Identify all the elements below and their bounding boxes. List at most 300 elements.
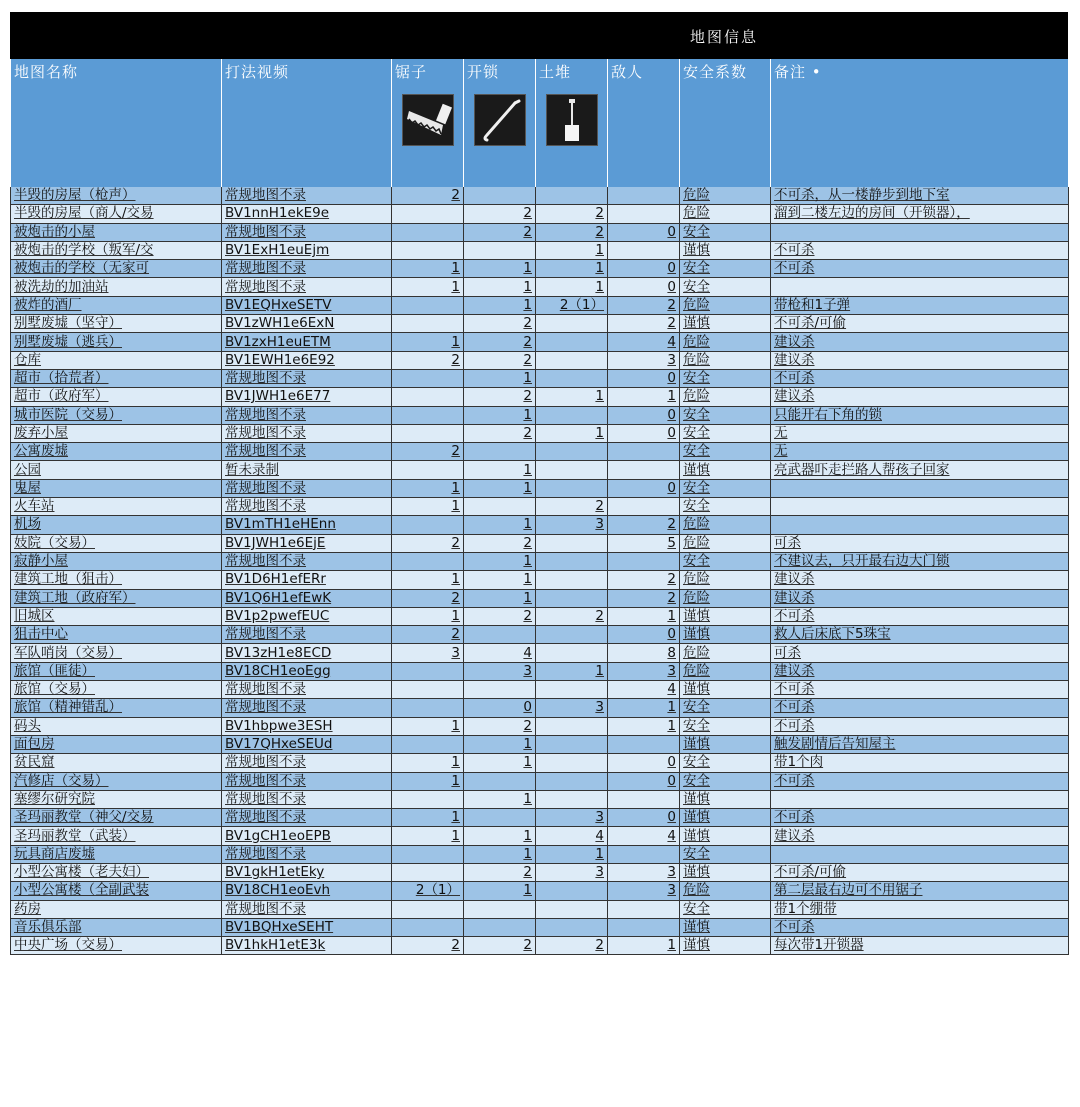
cell-saw[interactable] xyxy=(392,845,464,863)
cell-notes[interactable]: 亮武器吓走拦路人帮孩子回家 xyxy=(771,461,1069,479)
cell-unlock[interactable] xyxy=(464,809,536,827)
cell-notes[interactable]: 不可杀 xyxy=(771,918,1069,936)
cell-map-name[interactable]: 建筑工地（狙击） xyxy=(11,571,222,589)
cell-saw[interactable] xyxy=(392,369,464,387)
cell-safety[interactable]: 谨慎 xyxy=(680,809,771,827)
cell-safety[interactable]: 危险 xyxy=(680,589,771,607)
cell-dirt[interactable] xyxy=(536,754,608,772)
cell-safety[interactable]: 危险 xyxy=(680,296,771,314)
cell-video[interactable]: 常规地图不录 xyxy=(222,845,392,863)
cell-video[interactable]: BV1zxH1euETM xyxy=(222,333,392,351)
cell-unlock[interactable]: 3 xyxy=(464,662,536,680)
cell-unlock[interactable]: 2 xyxy=(464,315,536,333)
cell-dirt[interactable]: 3 xyxy=(536,699,608,717)
cell-video[interactable]: BV1EWH1e6E92 xyxy=(222,351,392,369)
cell-saw[interactable] xyxy=(392,552,464,570)
cell-safety[interactable]: 安全 xyxy=(680,278,771,296)
cell-map-name[interactable]: 旅馆（匪徒） xyxy=(11,662,222,680)
cell-safety[interactable]: 危险 xyxy=(680,662,771,680)
cell-dirt[interactable]: 3 xyxy=(536,863,608,881)
cell-notes[interactable]: 建议杀 xyxy=(771,351,1069,369)
cell-map-name[interactable]: 旧城区 xyxy=(11,607,222,625)
col-header-saw[interactable] xyxy=(392,59,464,187)
cell-unlock[interactable]: 4 xyxy=(464,644,536,662)
cell-safety[interactable]: 安全 xyxy=(680,498,771,516)
cell-map-name[interactable]: 贫民窟 xyxy=(11,754,222,772)
cell-saw[interactable] xyxy=(392,699,464,717)
cell-enemy[interactable]: 3 xyxy=(608,662,680,680)
cell-safety[interactable]: 安全 xyxy=(680,479,771,497)
cell-enemy[interactable] xyxy=(608,461,680,479)
cell-saw[interactable]: 1 xyxy=(392,278,464,296)
cell-notes[interactable]: 不建议去，只开最右边大门锁 xyxy=(771,552,1069,570)
cell-unlock[interactable]: 1 xyxy=(464,827,536,845)
col-header-video[interactable] xyxy=(222,59,392,187)
cell-unlock[interactable]: 1 xyxy=(464,735,536,753)
cell-saw[interactable]: 2（1） xyxy=(392,882,464,900)
cell-saw[interactable] xyxy=(392,461,464,479)
cell-enemy[interactable] xyxy=(608,443,680,461)
cell-dirt[interactable]: 1 xyxy=(536,388,608,406)
cell-dirt[interactable] xyxy=(536,187,608,205)
cell-unlock[interactable]: 2 xyxy=(464,717,536,735)
cell-video[interactable]: BV1BQHxeSEHT xyxy=(222,918,392,936)
cell-saw[interactable] xyxy=(392,388,464,406)
cell-dirt[interactable] xyxy=(536,479,608,497)
cell-map-name[interactable]: 半毁的房屋（商人/交易 xyxy=(11,205,222,223)
cell-enemy[interactable] xyxy=(608,498,680,516)
cell-unlock[interactable]: 2 xyxy=(464,333,536,351)
cell-dirt[interactable] xyxy=(536,626,608,644)
cell-notes[interactable] xyxy=(771,516,1069,534)
cell-dirt[interactable] xyxy=(536,681,608,699)
cell-safety[interactable]: 危险 xyxy=(680,388,771,406)
cell-video[interactable]: 常规地图不录 xyxy=(222,790,392,808)
cell-video[interactable]: BV1gkH1etEky xyxy=(222,863,392,881)
cell-dirt[interactable]: 3 xyxy=(536,516,608,534)
cell-unlock[interactable]: 1 xyxy=(464,516,536,534)
cell-notes[interactable] xyxy=(771,223,1069,241)
cell-notes[interactable]: 不可杀 xyxy=(771,681,1069,699)
cell-notes[interactable]: 只能开右下角的锁 xyxy=(771,406,1069,424)
col-header-notes[interactable] xyxy=(771,59,1069,187)
cell-map-name[interactable]: 别墅废墟（逃兵） xyxy=(11,333,222,351)
cell-notes[interactable] xyxy=(771,498,1069,516)
cell-video[interactable]: BV1gCH1eoEPB xyxy=(222,827,392,845)
cell-notes[interactable]: 建议杀 xyxy=(771,388,1069,406)
cell-video[interactable]: 常规地图不录 xyxy=(222,223,392,241)
cell-enemy[interactable]: 2 xyxy=(608,571,680,589)
cell-unlock[interactable]: 1 xyxy=(464,479,536,497)
cell-map-name[interactable]: 公寓废墟 xyxy=(11,443,222,461)
cell-enemy[interactable]: 0 xyxy=(608,754,680,772)
cell-notes[interactable]: 每次带1开锁器 xyxy=(771,937,1069,955)
cell-enemy[interactable]: 4 xyxy=(608,827,680,845)
cell-map-name[interactable]: 塞缪尔研究院 xyxy=(11,790,222,808)
cell-video[interactable]: BV18CH1eoEvh xyxy=(222,882,392,900)
cell-video[interactable]: 常规地图不录 xyxy=(222,681,392,699)
cell-map-name[interactable]: 鬼屋 xyxy=(11,479,222,497)
cell-notes[interactable]: 不可杀 xyxy=(771,772,1069,790)
cell-video[interactable]: BV1EQHxeSETV xyxy=(222,296,392,314)
cell-map-name[interactable]: 半毁的房屋（枪声） xyxy=(11,187,222,205)
cell-notes[interactable]: 带1个肉 xyxy=(771,754,1069,772)
cell-notes[interactable]: 建议杀 xyxy=(771,827,1069,845)
cell-saw[interactable] xyxy=(392,790,464,808)
cell-saw[interactable]: 1 xyxy=(392,809,464,827)
cell-unlock[interactable]: 2 xyxy=(464,534,536,552)
cell-dirt[interactable]: 1 xyxy=(536,278,608,296)
cell-notes[interactable]: 不可杀 xyxy=(771,369,1069,387)
cell-dirt[interactable] xyxy=(536,644,608,662)
cell-unlock[interactable]: 2 xyxy=(464,607,536,625)
cell-safety[interactable]: 谨慎 xyxy=(680,461,771,479)
cell-map-name[interactable]: 超市（拾荒者） xyxy=(11,369,222,387)
cell-notes[interactable]: 带枪和1子弹 xyxy=(771,296,1069,314)
cell-video[interactable]: BV1JWH1e6EjE xyxy=(222,534,392,552)
cell-safety[interactable]: 危险 xyxy=(680,333,771,351)
cell-video[interactable]: BV1hkH1etE3k xyxy=(222,937,392,955)
cell-enemy[interactable]: 2 xyxy=(608,516,680,534)
cell-video[interactable]: 常规地图不录 xyxy=(222,406,392,424)
cell-dirt[interactable]: 2 xyxy=(536,607,608,625)
cell-unlock[interactable]: 2 xyxy=(464,424,536,442)
cell-enemy[interactable]: 4 xyxy=(608,333,680,351)
cell-unlock[interactable] xyxy=(464,681,536,699)
cell-notes[interactable]: 不可杀/可偷 xyxy=(771,315,1069,333)
cell-enemy[interactable] xyxy=(608,552,680,570)
cell-map-name[interactable]: 玩具商店废墟 xyxy=(11,845,222,863)
cell-notes[interactable] xyxy=(771,479,1069,497)
cell-map-name[interactable]: 仓库 xyxy=(11,351,222,369)
cell-enemy[interactable] xyxy=(608,241,680,259)
cell-safety[interactable]: 谨慎 xyxy=(680,918,771,936)
cell-saw[interactable] xyxy=(392,205,464,223)
cell-unlock[interactable]: 1 xyxy=(464,571,536,589)
cell-map-name[interactable]: 药房 xyxy=(11,900,222,918)
cell-saw[interactable]: 1 xyxy=(392,260,464,278)
cell-safety[interactable]: 安全 xyxy=(680,845,771,863)
cell-dirt[interactable] xyxy=(536,552,608,570)
cell-dirt[interactable]: 2 xyxy=(536,498,608,516)
cell-map-name[interactable]: 圣玛丽教堂（神父/交易 xyxy=(11,809,222,827)
cell-saw[interactable]: 1 xyxy=(392,479,464,497)
cell-map-name[interactable]: 别墅废墟（坚守） xyxy=(11,315,222,333)
cell-unlock[interactable]: 2 xyxy=(464,863,536,881)
cell-unlock[interactable]: 2 xyxy=(464,937,536,955)
cell-safety[interactable]: 安全 xyxy=(680,406,771,424)
cell-enemy[interactable]: 2 xyxy=(608,296,680,314)
cell-dirt[interactable]: 4 xyxy=(536,827,608,845)
col-header-unlock[interactable] xyxy=(464,59,536,187)
cell-dirt[interactable]: 3 xyxy=(536,809,608,827)
cell-safety[interactable]: 谨慎 xyxy=(680,607,771,625)
cell-saw[interactable]: 2 xyxy=(392,443,464,461)
cell-safety[interactable]: 危险 xyxy=(680,516,771,534)
cell-dirt[interactable] xyxy=(536,571,608,589)
cell-unlock[interactable]: 1 xyxy=(464,296,536,314)
cell-enemy[interactable]: 0 xyxy=(608,278,680,296)
cell-dirt[interactable] xyxy=(536,772,608,790)
cell-notes[interactable]: 不可杀，从一楼静步到地下室 xyxy=(771,187,1069,205)
cell-notes[interactable]: 建议杀 xyxy=(771,333,1069,351)
cell-dirt[interactable] xyxy=(536,534,608,552)
cell-safety[interactable]: 危险 xyxy=(680,351,771,369)
cell-notes[interactable]: 带1个绷带 xyxy=(771,900,1069,918)
cell-map-name[interactable]: 圣玛丽教堂（武装） xyxy=(11,827,222,845)
cell-unlock[interactable] xyxy=(464,443,536,461)
cell-unlock[interactable]: 1 xyxy=(464,260,536,278)
cell-video[interactable]: BV1mTH1eHEnn xyxy=(222,516,392,534)
cell-dirt[interactable]: 2 xyxy=(536,937,608,955)
cell-video[interactable]: BV1D6H1efERr xyxy=(222,571,392,589)
cell-map-name[interactable]: 中央广场（交易） xyxy=(11,937,222,955)
cell-map-name[interactable]: 机场 xyxy=(11,516,222,534)
cell-enemy[interactable]: 0 xyxy=(608,772,680,790)
cell-saw[interactable]: 2 xyxy=(392,589,464,607)
cell-safety[interactable]: 谨慎 xyxy=(680,827,771,845)
cell-notes[interactable]: 可杀 xyxy=(771,644,1069,662)
cell-notes[interactable]: 第二层最右边可不用锯子 xyxy=(771,882,1069,900)
cell-enemy[interactable]: 0 xyxy=(608,626,680,644)
cell-saw[interactable] xyxy=(392,516,464,534)
cell-video[interactable]: 常规地图不录 xyxy=(222,900,392,918)
cell-map-name[interactable]: 军队哨岗（交易） xyxy=(11,644,222,662)
cell-unlock[interactable]: 1 xyxy=(464,278,536,296)
cell-dirt[interactable] xyxy=(536,461,608,479)
cell-enemy[interactable] xyxy=(608,187,680,205)
col-header-map-name[interactable] xyxy=(11,59,222,187)
cell-video[interactable]: BV1ExH1euEjm xyxy=(222,241,392,259)
cell-enemy[interactable] xyxy=(608,790,680,808)
cell-map-name[interactable]: 被炸的酒厂 xyxy=(11,296,222,314)
cell-map-name[interactable]: 码头 xyxy=(11,717,222,735)
cell-dirt[interactable] xyxy=(536,443,608,461)
cell-enemy[interactable]: 1 xyxy=(608,717,680,735)
cell-safety[interactable]: 安全 xyxy=(680,717,771,735)
cell-safety[interactable]: 安全 xyxy=(680,424,771,442)
cell-video[interactable]: 常规地图不录 xyxy=(222,369,392,387)
cell-video[interactable]: 常规地图不录 xyxy=(222,498,392,516)
cell-dirt[interactable] xyxy=(536,717,608,735)
cell-video[interactable]: BV1JWH1e6E77 xyxy=(222,388,392,406)
cell-video[interactable]: BV1hbpwe3ESH xyxy=(222,717,392,735)
cell-map-name[interactable]: 被炮击的小屋 xyxy=(11,223,222,241)
cell-dirt[interactable]: 2 xyxy=(536,205,608,223)
cell-enemy[interactable]: 0 xyxy=(608,260,680,278)
cell-dirt[interactable] xyxy=(536,589,608,607)
cell-unlock[interactable]: 1 xyxy=(464,882,536,900)
cell-dirt[interactable] xyxy=(536,918,608,936)
cell-enemy[interactable] xyxy=(608,735,680,753)
col-header-enemy[interactable] xyxy=(608,59,680,187)
cell-notes[interactable]: 触发剧情后告知屋主 xyxy=(771,735,1069,753)
cell-unlock[interactable] xyxy=(464,900,536,918)
cell-unlock[interactable] xyxy=(464,918,536,936)
cell-enemy[interactable]: 2 xyxy=(608,589,680,607)
cell-map-name[interactable]: 寂静小屋 xyxy=(11,552,222,570)
cell-dirt[interactable]: 2 xyxy=(536,223,608,241)
cell-notes[interactable] xyxy=(771,790,1069,808)
cell-map-name[interactable]: 超市（政府军） xyxy=(11,388,222,406)
cell-saw[interactable] xyxy=(392,241,464,259)
cell-safety[interactable]: 安全 xyxy=(680,443,771,461)
cell-enemy[interactable]: 3 xyxy=(608,882,680,900)
cell-dirt[interactable]: 2（1） xyxy=(536,296,608,314)
cell-dirt[interactable] xyxy=(536,369,608,387)
cell-enemy[interactable]: 0 xyxy=(608,369,680,387)
cell-map-name[interactable]: 建筑工地（政府军） xyxy=(11,589,222,607)
cell-saw[interactable]: 1 xyxy=(392,754,464,772)
cell-safety[interactable]: 谨慎 xyxy=(680,790,771,808)
cell-unlock[interactable]: 2 xyxy=(464,223,536,241)
cell-safety[interactable]: 谨慎 xyxy=(680,863,771,881)
cell-safety[interactable]: 危险 xyxy=(680,205,771,223)
cell-enemy[interactable]: 0 xyxy=(608,809,680,827)
cell-enemy[interactable]: 5 xyxy=(608,534,680,552)
col-header-safety[interactable] xyxy=(680,59,771,187)
cell-map-name[interactable]: 汽修店（交易） xyxy=(11,772,222,790)
cell-dirt[interactable] xyxy=(536,882,608,900)
cell-notes[interactable]: 溜到二楼左边的房间（开锁器）， xyxy=(771,205,1069,223)
cell-dirt[interactable]: 1 xyxy=(536,662,608,680)
cell-map-name[interactable]: 妓院（交易） xyxy=(11,534,222,552)
cell-enemy[interactable]: 8 xyxy=(608,644,680,662)
cell-notes[interactable] xyxy=(771,845,1069,863)
cell-safety[interactable]: 危险 xyxy=(680,187,771,205)
cell-dirt[interactable] xyxy=(536,315,608,333)
cell-dirt[interactable]: 1 xyxy=(536,260,608,278)
cell-safety[interactable]: 谨慎 xyxy=(680,735,771,753)
cell-saw[interactable] xyxy=(392,863,464,881)
cell-notes[interactable]: 建议杀 xyxy=(771,662,1069,680)
col-header-dirt[interactable] xyxy=(536,59,608,187)
cell-enemy[interactable]: 1 xyxy=(608,607,680,625)
cell-unlock[interactable]: 1 xyxy=(464,589,536,607)
cell-saw[interactable]: 3 xyxy=(392,644,464,662)
cell-map-name[interactable]: 火车站 xyxy=(11,498,222,516)
cell-saw[interactable]: 1 xyxy=(392,607,464,625)
cell-dirt[interactable] xyxy=(536,333,608,351)
cell-safety[interactable]: 谨慎 xyxy=(680,626,771,644)
cell-notes[interactable]: 建议杀 xyxy=(771,589,1069,607)
cell-unlock[interactable] xyxy=(464,187,536,205)
cell-safety[interactable]: 安全 xyxy=(680,754,771,772)
cell-notes[interactable]: 建议杀 xyxy=(771,571,1069,589)
cell-map-name[interactable]: 城市医院（交易） xyxy=(11,406,222,424)
cell-unlock[interactable]: 1 xyxy=(464,845,536,863)
cell-unlock[interactable]: 0 xyxy=(464,699,536,717)
cell-saw[interactable] xyxy=(392,424,464,442)
cell-video[interactable]: 常规地图不录 xyxy=(222,754,392,772)
cell-unlock[interactable]: 1 xyxy=(464,406,536,424)
cell-video[interactable]: 暂未录制 xyxy=(222,461,392,479)
cell-notes[interactable]: 可杀 xyxy=(771,534,1069,552)
cell-video[interactable]: BV13zH1e8ECD xyxy=(222,644,392,662)
cell-unlock[interactable]: 2 xyxy=(464,388,536,406)
cell-enemy[interactable] xyxy=(608,205,680,223)
cell-unlock[interactable] xyxy=(464,241,536,259)
cell-map-name[interactable]: 被洗劫的加油站 xyxy=(11,278,222,296)
cell-map-name[interactable]: 音乐俱乐部 xyxy=(11,918,222,936)
cell-map-name[interactable]: 废弃小屋 xyxy=(11,424,222,442)
cell-dirt[interactable] xyxy=(536,900,608,918)
cell-enemy[interactable]: 1 xyxy=(608,937,680,955)
cell-video[interactable]: BV1p2pwefEUC xyxy=(222,607,392,625)
cell-dirt[interactable] xyxy=(536,351,608,369)
cell-enemy[interactable] xyxy=(608,900,680,918)
cell-saw[interactable]: 1 xyxy=(392,498,464,516)
cell-unlock[interactable]: 2 xyxy=(464,205,536,223)
cell-enemy[interactable]: 1 xyxy=(608,388,680,406)
cell-map-name[interactable]: 被炮击的学校（无家可 xyxy=(11,260,222,278)
cell-dirt[interactable]: 1 xyxy=(536,241,608,259)
cell-enemy[interactable]: 0 xyxy=(608,424,680,442)
cell-dirt[interactable]: 1 xyxy=(536,845,608,863)
cell-unlock[interactable]: 1 xyxy=(464,369,536,387)
cell-safety[interactable]: 危险 xyxy=(680,644,771,662)
cell-map-name[interactable]: 旅馆（精神错乱） xyxy=(11,699,222,717)
cell-safety[interactable]: 安全 xyxy=(680,900,771,918)
cell-enemy[interactable]: 0 xyxy=(608,479,680,497)
cell-saw[interactable]: 1 xyxy=(392,772,464,790)
cell-saw[interactable] xyxy=(392,296,464,314)
cell-video[interactable]: 常规地图不录 xyxy=(222,479,392,497)
cell-video[interactable]: BV18CH1eoEgg xyxy=(222,662,392,680)
cell-notes[interactable]: 无 xyxy=(771,424,1069,442)
cell-video[interactable]: 常规地图不录 xyxy=(222,260,392,278)
cell-safety[interactable]: 谨慎 xyxy=(680,937,771,955)
cell-saw[interactable]: 1 xyxy=(392,827,464,845)
cell-notes[interactable]: 不可杀 xyxy=(771,717,1069,735)
cell-saw[interactable]: 1 xyxy=(392,571,464,589)
cell-saw[interactable] xyxy=(392,735,464,753)
cell-enemy[interactable]: 1 xyxy=(608,699,680,717)
cell-video[interactable]: 常规地图不录 xyxy=(222,187,392,205)
cell-enemy[interactable]: 4 xyxy=(608,681,680,699)
cell-unlock[interactable] xyxy=(464,498,536,516)
cell-notes[interactable]: 不可杀 xyxy=(771,607,1069,625)
cell-video[interactable]: BV17QHxeSEUd xyxy=(222,735,392,753)
cell-video[interactable]: 常规地图不录 xyxy=(222,278,392,296)
cell-saw[interactable]: 1 xyxy=(392,333,464,351)
cell-map-name[interactable]: 面包房 xyxy=(11,735,222,753)
cell-saw[interactable] xyxy=(392,315,464,333)
cell-notes[interactable]: 救人后床底下5珠宝 xyxy=(771,626,1069,644)
cell-map-name[interactable]: 小型公寓楼（老夫妇） xyxy=(11,863,222,881)
cell-safety[interactable]: 谨慎 xyxy=(680,241,771,259)
cell-saw[interactable] xyxy=(392,662,464,680)
cell-map-name[interactable]: 狙击中心 xyxy=(11,626,222,644)
cell-enemy[interactable] xyxy=(608,918,680,936)
cell-safety[interactable]: 谨慎 xyxy=(680,315,771,333)
cell-saw[interactable]: 1 xyxy=(392,717,464,735)
cell-saw[interactable] xyxy=(392,900,464,918)
cell-notes[interactable]: 不可杀 xyxy=(771,699,1069,717)
cell-safety[interactable]: 安全 xyxy=(680,369,771,387)
cell-unlock[interactable]: 1 xyxy=(464,754,536,772)
cell-notes[interactable] xyxy=(771,278,1069,296)
cell-notes[interactable]: 不可杀/可偷 xyxy=(771,863,1069,881)
cell-video[interactable]: 常规地图不录 xyxy=(222,443,392,461)
cell-saw[interactable] xyxy=(392,918,464,936)
cell-video[interactable]: 常规地图不录 xyxy=(222,424,392,442)
cell-safety[interactable]: 安全 xyxy=(680,223,771,241)
cell-video[interactable]: BV1nnH1ekE9e xyxy=(222,205,392,223)
cell-enemy[interactable]: 0 xyxy=(608,406,680,424)
cell-unlock[interactable]: 1 xyxy=(464,461,536,479)
cell-safety[interactable]: 危险 xyxy=(680,882,771,900)
